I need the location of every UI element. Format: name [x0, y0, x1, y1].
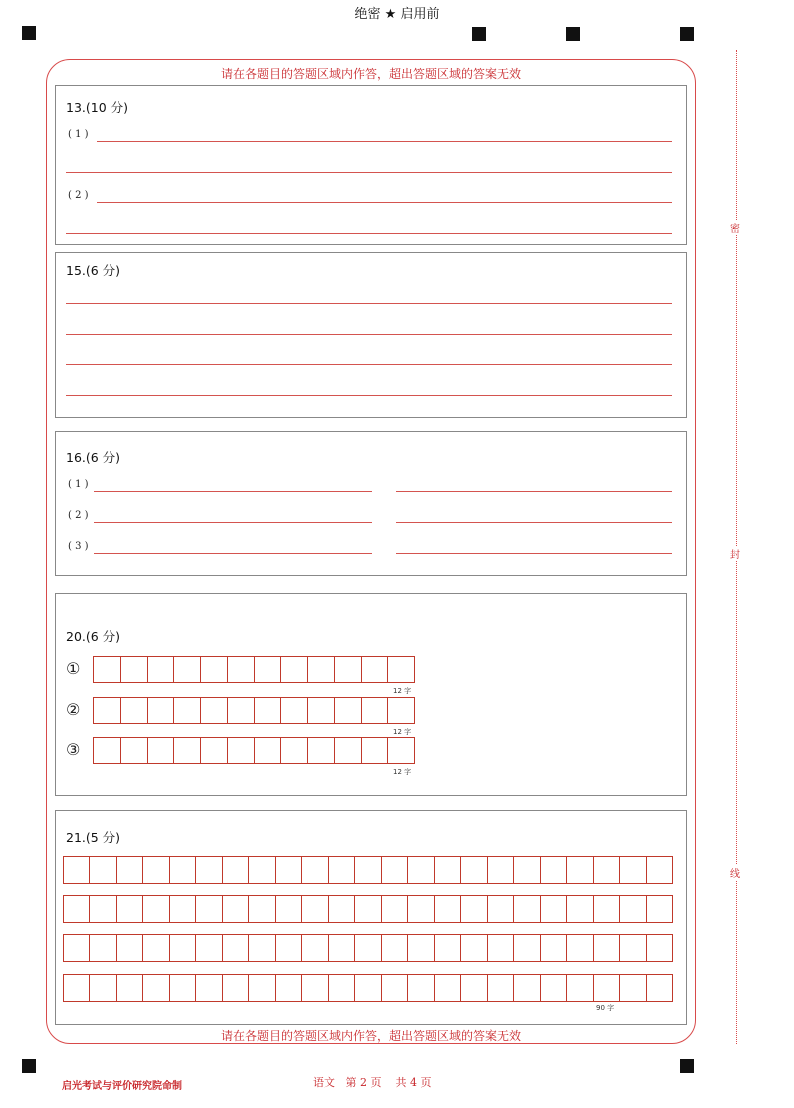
- character-grid-row[interactable]: [63, 934, 673, 962]
- grid-cell[interactable]: [276, 896, 302, 922]
- grid-cell[interactable]: [302, 896, 328, 922]
- footer-page-info: 语文 第 2 页 共 4 页: [313, 1076, 432, 1089]
- grid-cell[interactable]: [514, 857, 540, 883]
- registration-mark: [472, 27, 486, 41]
- grid-cell[interactable]: [567, 935, 593, 961]
- grid-cell[interactable]: [302, 935, 328, 961]
- grid-cell[interactable]: [355, 896, 381, 922]
- grid-cell[interactable]: [335, 698, 362, 723]
- grid-cell[interactable]: [594, 935, 620, 961]
- question-15-box: [55, 252, 687, 418]
- grid-cell[interactable]: [276, 975, 302, 1001]
- grid-cell[interactable]: [117, 896, 143, 922]
- grid-cell[interactable]: [355, 975, 381, 1001]
- grid-cell[interactable]: [435, 857, 461, 883]
- grid-cell[interactable]: [382, 857, 408, 883]
- grid-cell[interactable]: [329, 896, 355, 922]
- sub-label: ( 1 ): [68, 479, 89, 490]
- registration-mark: [680, 27, 694, 41]
- char-count-label: 12 字: [393, 768, 412, 776]
- grid-cell[interactable]: [281, 738, 308, 763]
- char-count-label: 12 字: [393, 728, 412, 736]
- grid-cell[interactable]: [94, 698, 121, 723]
- grid-cell[interactable]: [461, 975, 487, 1001]
- answer-line[interactable]: [97, 141, 672, 142]
- grid-cell[interactable]: [228, 657, 255, 682]
- grid-cell[interactable]: [201, 657, 228, 682]
- grid-cell[interactable]: [355, 857, 381, 883]
- grid-cell[interactable]: [201, 698, 228, 723]
- grid-cell[interactable]: [148, 698, 175, 723]
- grid-cell[interactable]: [567, 975, 593, 1001]
- grid-cell[interactable]: [620, 975, 646, 1001]
- grid-cell[interactable]: [90, 857, 116, 883]
- grid-cell[interactable]: [255, 657, 282, 682]
- character-grid-row[interactable]: [93, 656, 415, 683]
- grid-cell[interactable]: [408, 857, 434, 883]
- confidential-header: 绝密 ★ 启用前: [354, 7, 440, 22]
- grid-cell[interactable]: [117, 975, 143, 1001]
- grid-cell[interactable]: [435, 896, 461, 922]
- grid-cell[interactable]: [461, 935, 487, 961]
- grid-cell[interactable]: [90, 896, 116, 922]
- grid-cell[interactable]: [143, 935, 169, 961]
- answer-line[interactable]: [94, 522, 372, 523]
- grid-cell[interactable]: [388, 657, 414, 682]
- question-13-title: 13.(10 分): [66, 100, 129, 115]
- grid-cell[interactable]: [355, 935, 381, 961]
- character-grid-row[interactable]: [63, 974, 673, 1002]
- registration-mark: [566, 27, 580, 41]
- grid-cell[interactable]: [308, 698, 335, 723]
- answer-line[interactable]: [94, 553, 372, 554]
- notice-bottom: 请在各题目的答题区域内作答，超出答题区域的答案无效: [220, 1029, 521, 1043]
- char-count-label: 12 字: [393, 687, 412, 695]
- question-21-title: 21.(5 分): [66, 830, 121, 845]
- grid-cell[interactable]: [388, 738, 414, 763]
- grid-cell[interactable]: [308, 657, 335, 682]
- grid-cell[interactable]: [170, 935, 196, 961]
- grid-cell[interactable]: [196, 857, 222, 883]
- answer-line[interactable]: [396, 491, 672, 492]
- grid-cell[interactable]: [302, 975, 328, 1001]
- answer-line[interactable]: [66, 364, 672, 365]
- grid-cell[interactable]: [362, 698, 389, 723]
- grid-cell[interactable]: [594, 857, 620, 883]
- grid-cell[interactable]: [64, 975, 90, 1001]
- answer-line[interactable]: [66, 395, 672, 396]
- grid-cell[interactable]: [461, 857, 487, 883]
- grid-cell[interactable]: [541, 896, 567, 922]
- sub-label: ( 2 ): [68, 510, 89, 521]
- answer-line[interactable]: [66, 233, 672, 234]
- grid-cell[interactable]: [94, 738, 121, 763]
- sub-label: ( 2 ): [68, 190, 89, 201]
- grid-cell[interactable]: [335, 738, 362, 763]
- grid-cell[interactable]: [329, 975, 355, 1001]
- registration-mark: [22, 1059, 36, 1073]
- answer-line[interactable]: [66, 172, 672, 173]
- sub-label: ( 1 ): [68, 129, 89, 140]
- grid-cell[interactable]: [408, 975, 434, 1001]
- question-20-title: 20.(6 分): [66, 629, 121, 644]
- grid-cell[interactable]: [514, 896, 540, 922]
- grid-cell[interactable]: [488, 896, 514, 922]
- grid-cell[interactable]: [408, 935, 434, 961]
- grid-cell[interactable]: [488, 857, 514, 883]
- grid-cell[interactable]: [647, 935, 672, 961]
- answer-line[interactable]: [66, 334, 672, 335]
- question-13-box: [55, 85, 687, 245]
- grid-cell[interactable]: [281, 698, 308, 723]
- grid-cell[interactable]: [117, 935, 143, 961]
- grid-cell[interactable]: [335, 657, 362, 682]
- grid-cell[interactable]: [382, 975, 408, 1001]
- character-grid-row[interactable]: [93, 737, 415, 764]
- grid-cell[interactable]: [488, 935, 514, 961]
- grid-cell[interactable]: [249, 975, 275, 1001]
- grid-cell[interactable]: [223, 935, 249, 961]
- char-count-label: 90 字: [596, 1004, 615, 1012]
- grid-cell[interactable]: [435, 975, 461, 1001]
- grid-cell[interactable]: [174, 657, 201, 682]
- grid-cell[interactable]: [302, 857, 328, 883]
- grid-cell[interactable]: [223, 975, 249, 1001]
- answer-line[interactable]: [97, 202, 672, 203]
- grid-cell[interactable]: [388, 698, 414, 723]
- grid-cell[interactable]: [541, 975, 567, 1001]
- grid-cell[interactable]: [143, 857, 169, 883]
- grid-cell[interactable]: [514, 935, 540, 961]
- grid-cell[interactable]: [541, 857, 567, 883]
- grid-cell[interactable]: [90, 935, 116, 961]
- grid-cell[interactable]: [362, 657, 389, 682]
- grid-cell[interactable]: [170, 896, 196, 922]
- grid-cell[interactable]: [329, 935, 355, 961]
- grid-cell[interactable]: [249, 896, 275, 922]
- row-marker: ②: [66, 700, 81, 719]
- grid-cell[interactable]: [90, 975, 116, 1001]
- grid-cell[interactable]: [329, 857, 355, 883]
- binding-char: 封: [730, 546, 740, 561]
- grid-cell[interactable]: [121, 738, 148, 763]
- grid-cell[interactable]: [620, 857, 646, 883]
- grid-cell[interactable]: [170, 975, 196, 1001]
- grid-cell[interactable]: [223, 896, 249, 922]
- grid-cell[interactable]: [620, 896, 646, 922]
- grid-cell[interactable]: [276, 935, 302, 961]
- grid-cell[interactable]: [647, 896, 672, 922]
- grid-cell[interactable]: [647, 857, 672, 883]
- grid-cell[interactable]: [308, 738, 335, 763]
- grid-cell[interactable]: [196, 896, 222, 922]
- grid-cell[interactable]: [514, 975, 540, 1001]
- character-grid-row[interactable]: [63, 856, 673, 884]
- grid-cell[interactable]: [143, 896, 169, 922]
- grid-cell[interactable]: [382, 896, 408, 922]
- question-15-title: 15.(6 分): [66, 263, 121, 278]
- grid-cell[interactable]: [174, 738, 201, 763]
- grid-cell[interactable]: [64, 857, 90, 883]
- grid-cell[interactable]: [249, 935, 275, 961]
- grid-cell[interactable]: [281, 657, 308, 682]
- grid-cell[interactable]: [64, 896, 90, 922]
- grid-cell[interactable]: [594, 975, 620, 1001]
- grid-cell[interactable]: [121, 698, 148, 723]
- binding-char: 线: [730, 865, 740, 880]
- character-grid-row[interactable]: [93, 697, 415, 724]
- row-marker: ①: [66, 659, 81, 678]
- answer-line[interactable]: [396, 553, 672, 554]
- grid-cell[interactable]: [196, 935, 222, 961]
- answer-line[interactable]: [66, 303, 672, 304]
- grid-cell[interactable]: [594, 896, 620, 922]
- grid-cell[interactable]: [435, 935, 461, 961]
- grid-cell[interactable]: [223, 857, 249, 883]
- grid-cell[interactable]: [488, 975, 514, 1001]
- grid-cell[interactable]: [174, 698, 201, 723]
- grid-cell[interactable]: [382, 935, 408, 961]
- grid-cell[interactable]: [228, 738, 255, 763]
- grid-cell[interactable]: [64, 935, 90, 961]
- registration-mark: [22, 26, 36, 40]
- grid-cell[interactable]: [567, 896, 593, 922]
- grid-cell[interactable]: [567, 857, 593, 883]
- question-16-box: [55, 431, 687, 576]
- answer-line[interactable]: [396, 522, 672, 523]
- grid-cell[interactable]: [148, 738, 175, 763]
- grid-cell[interactable]: [148, 657, 175, 682]
- grid-cell[interactable]: [249, 857, 275, 883]
- grid-cell[interactable]: [201, 738, 228, 763]
- grid-cell[interactable]: [362, 738, 389, 763]
- grid-cell[interactable]: [255, 738, 282, 763]
- character-grid-row[interactable]: [63, 895, 673, 923]
- grid-cell[interactable]: [461, 896, 487, 922]
- grid-cell[interactable]: [620, 935, 646, 961]
- binding-char: 密: [730, 220, 740, 235]
- notice-top: 请在各题目的答题区域内作答，超出答题区域的答案无效: [220, 67, 521, 81]
- question-16-title: 16.(6 分): [66, 450, 121, 465]
- grid-cell[interactable]: [276, 857, 302, 883]
- grid-cell[interactable]: [121, 657, 148, 682]
- question-20-box: [55, 593, 687, 796]
- grid-cell[interactable]: [117, 857, 143, 883]
- grid-cell[interactable]: [196, 975, 222, 1001]
- grid-cell[interactable]: [541, 935, 567, 961]
- registration-mark: [680, 1059, 694, 1073]
- row-marker: ③: [66, 740, 81, 759]
- footer-org: 启光考试与评价研究院命制: [62, 1081, 182, 1092]
- grid-cell[interactable]: [408, 896, 434, 922]
- grid-cell[interactable]: [143, 975, 169, 1001]
- sub-label: ( 3 ): [68, 541, 89, 552]
- grid-cell[interactable]: [228, 698, 255, 723]
- grid-cell[interactable]: [255, 698, 282, 723]
- grid-cell[interactable]: [170, 857, 196, 883]
- grid-cell[interactable]: [647, 975, 672, 1001]
- grid-cell[interactable]: [94, 657, 121, 682]
- answer-line[interactable]: [94, 491, 372, 492]
